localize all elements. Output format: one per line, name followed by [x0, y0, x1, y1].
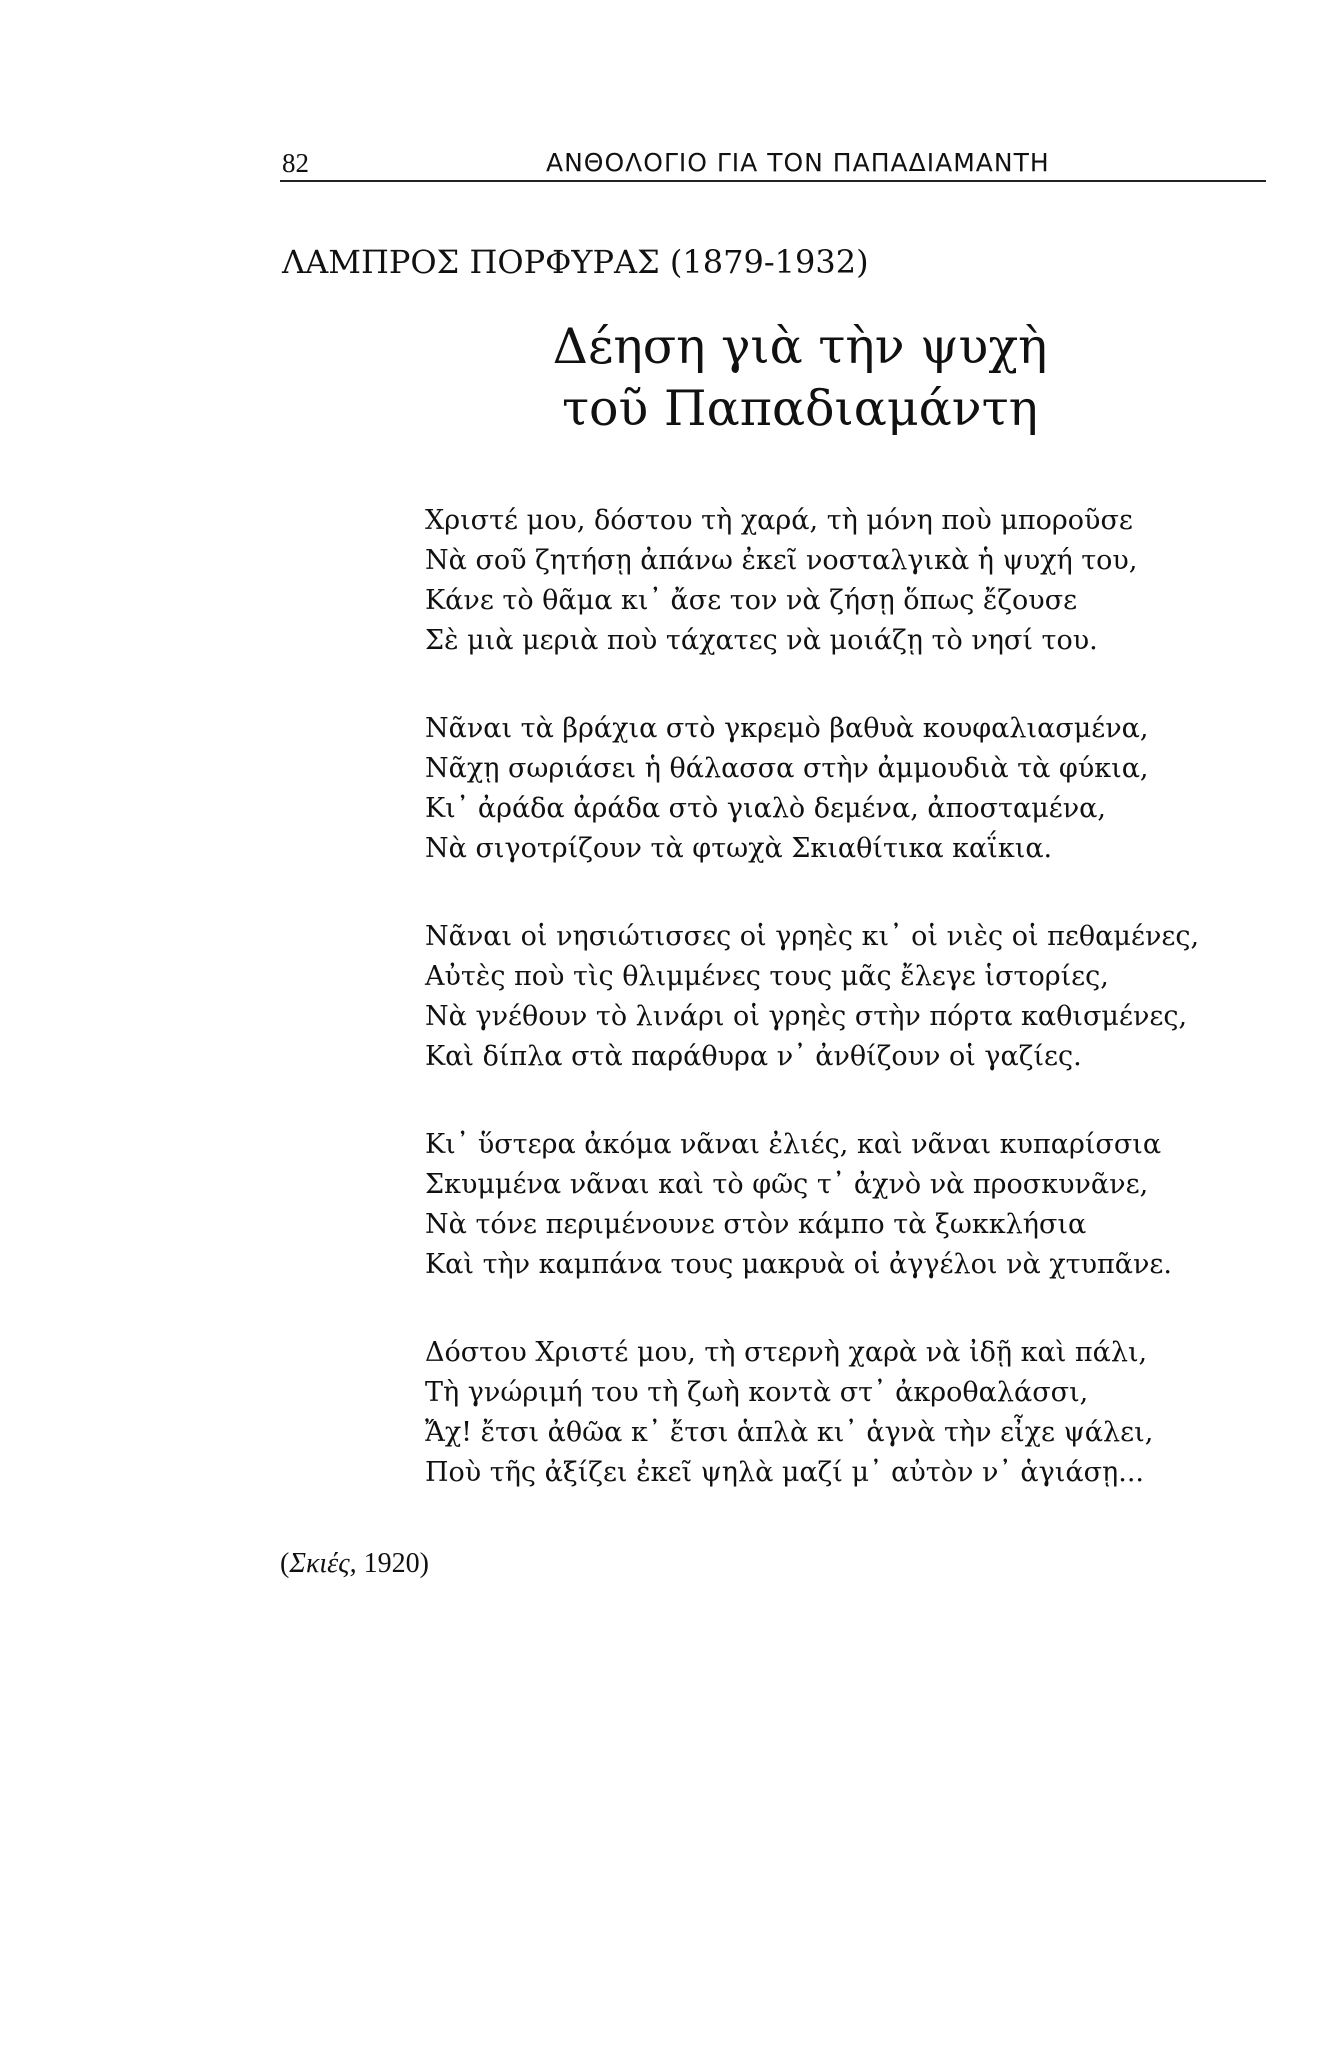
poem-line: Κι᾽ ἀράδα ἀράδα στὸ γιαλὸ δεμένα, ἀποσταμένα, — [425, 793, 1106, 824]
poem-line: Καὶ δίπλα στὰ παράθυρα ν᾽ ἀνθίζουν οἱ γαζίες. — [425, 1041, 1082, 1072]
poem-line: Ἄχ! ἔτσι ἀθῶα κ᾽ ἔτσι ἁπλὰ κι᾽ ἁγνὰ τὴν εἶχε ψάλει, — [425, 1417, 1154, 1448]
stanza — [425, 917, 1265, 1077]
poem-line: Νᾶναι οἱ νησιώτισσες οἱ γρηὲς κι᾽ οἱ νιὲς οἱ πεθαμένες, — [425, 921, 1200, 952]
poem-line: Τὴ γνώριμή του τὴ ζωὴ κοντὰ στ᾽ ἀκροθαλάσσι, — [425, 1377, 1089, 1408]
poem-line: Χριστέ μου, δόστου τὴ χαρά, τὴ μόνη ποὺ μποροῦσε — [425, 505, 1133, 536]
header-rule — [280, 180, 1266, 182]
source-year: 1920) — [356, 1548, 429, 1579]
poem-line: Νὰ γνέθουν τὸ λινάρι οἱ γρηὲς στὴν πόρτα καθισμένες, — [425, 1001, 1188, 1032]
poem-line: Καὶ τὴν καμπάνα τους μακρυὰ οἱ ἀγγέλοι νὰ χτυπᾶνε. — [425, 1249, 1172, 1280]
stanza — [425, 501, 1265, 661]
poem-line: Νὰ σοῦ ζητήσῃ ἀπάνω ἐκεῖ νοσταλγικὰ ἡ ψυχή του, — [425, 545, 1138, 576]
poem-line: Κι᾽ ὕστερα ἀκόμα νᾶναι ἐλιές, καὶ νᾶναι κυπαρίσσια — [425, 1129, 1162, 1160]
poem-line: Νὰ σιγοτρίζουν τὰ φτωχὰ Σκιαθίτικα καΐκια. — [425, 833, 1053, 864]
author-heading: ΛΑΜΠΡΟΣ ΠΟΡΦΥΡΑΣ (1879-1932) — [282, 243, 869, 281]
poem-line: Νᾶχῃ σωριάσει ἡ θάλασσα στὴν ἀμμουδιὰ τὰ φύκια, — [425, 753, 1149, 784]
poem-line: Νὰ τόνε περιμένουνε στὸν κάμπο τὰ ξωκκλήσια — [425, 1209, 1087, 1240]
poem-line: Κάνε τὸ θᾶμα κι᾽ ἄσε τον νὰ ζήσῃ ὅπως ἔζουσε — [425, 585, 1078, 616]
source-open-paren: ( — [280, 1548, 290, 1579]
poem-line: Νᾶναι τὰ βράχια στὸ γκρεμὸ βαθυὰ κουφαλιασμένα, — [425, 713, 1149, 744]
source-citation — [280, 1548, 429, 1580]
stanza — [425, 1333, 1265, 1493]
poem-line: Αὐτὲς ποὺ τὶς θλιμμένες τους μᾶς ἔλεγε ἱστορίες, — [425, 961, 1109, 992]
poem-body — [425, 501, 1265, 1541]
poem-line: Σὲ μιὰ μεριὰ ποὺ τάχατες νὰ μοιάζῃ τὸ νησί του. — [425, 625, 1098, 656]
stanza — [425, 709, 1265, 869]
page-number: 82 — [282, 148, 309, 178]
poem-line: Ποὺ τῆς ἀξίζει ἐκεῖ ψηλὰ μαζί μ᾽ αὐτὸν ν᾽ ἁγιάσῃ... — [425, 1457, 1144, 1488]
poem-line: Σκυμμένα νᾶναι καὶ τὸ φῶς τ᾽ ἀχνὸ νὰ προσκυνᾶνε, — [425, 1169, 1149, 1200]
poem-title-line-1: Δέηση γιὰ τὴν ψυχὴ — [552, 318, 1048, 375]
poem-title-line-2: τοῦ Παπαδιαμάντη — [561, 380, 1039, 437]
running-head: ΑΝΘΟΛΟΓΙΟ ΓΙΑ ΤΟΝ ΠΑΠΑΔΙΑΜΑΝΤΗ — [546, 148, 1050, 177]
stanza — [425, 1125, 1265, 1285]
poem-line: Δόστου Χριστέ μου, τὴ στερνὴ χαρὰ νὰ ἰδῇ καὶ πάλι, — [425, 1337, 1148, 1368]
source-work-title: Σκιές, — [289, 1548, 357, 1579]
